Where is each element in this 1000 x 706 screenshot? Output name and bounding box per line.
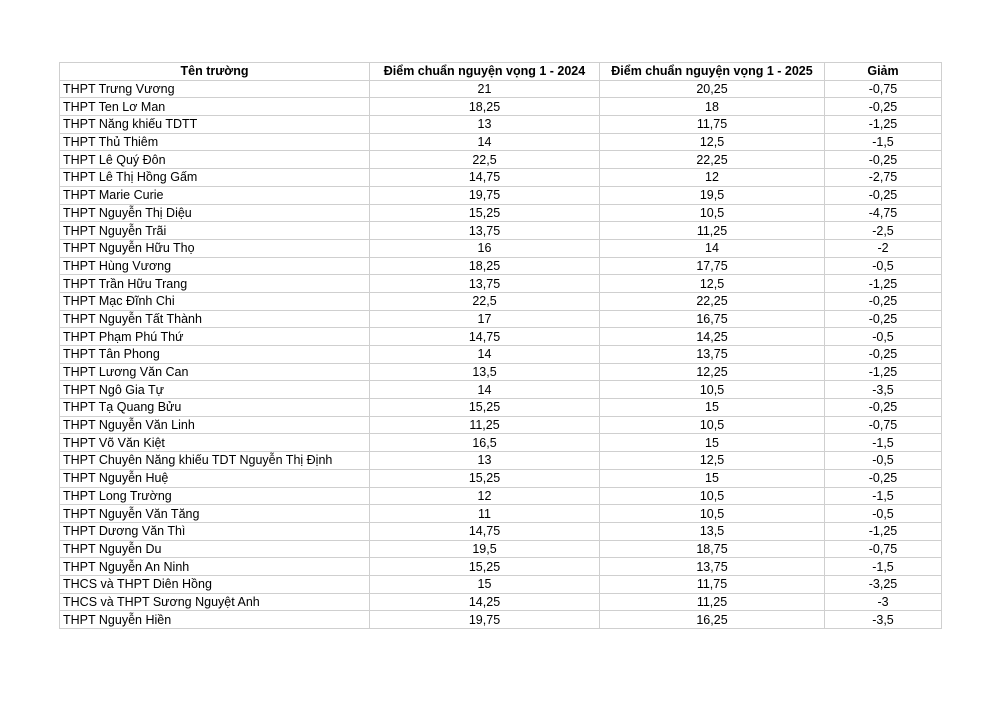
score-table-sheet: [59, 62, 942, 629]
table-row: [60, 593, 942, 611]
decrease-cell: -2,75: [825, 169, 942, 187]
school-name-cell: THPT Ngô Gia Tự: [60, 381, 370, 399]
score-2024-cell: 15,25: [370, 558, 600, 576]
school-name-cell: THPT Dương Văn Thì: [60, 522, 370, 540]
score-2025-cell: 17,75: [600, 257, 825, 275]
school-name-cell: THPT Nguyễn Trãi: [60, 222, 370, 240]
table-header-row: [60, 63, 942, 81]
school-name-cell: THPT Nguyễn Văn Linh: [60, 416, 370, 434]
score-2025-cell: 10,5: [600, 204, 825, 222]
table-row: [60, 346, 942, 364]
decrease-cell: -1,25: [825, 363, 942, 381]
decrease-cell: -0,25: [825, 346, 942, 364]
score-2025-cell: 11,75: [600, 575, 825, 593]
header-score-2024: Điểm chuẩn nguyện vọng 1 - 2024: [370, 63, 600, 81]
school-name-cell: THPT Phạm Phú Thứ: [60, 328, 370, 346]
score-2025-cell: 10,5: [600, 381, 825, 399]
score-2025-cell: 14: [600, 239, 825, 257]
table-row: [60, 381, 942, 399]
school-name-cell: THPT Long Trường: [60, 487, 370, 505]
table-row: [60, 469, 942, 487]
decrease-cell: -3,5: [825, 381, 942, 399]
score-2025-cell: 15: [600, 434, 825, 452]
table-row: [60, 80, 942, 98]
score-2024-cell: 14,25: [370, 593, 600, 611]
table-row: [60, 204, 942, 222]
table-row: [60, 151, 942, 169]
table-row: [60, 434, 942, 452]
decrease-cell: -3,5: [825, 611, 942, 629]
score-2025-cell: 12,5: [600, 452, 825, 470]
school-name-cell: THPT Lê Quý Đôn: [60, 151, 370, 169]
score-2025-cell: 13,75: [600, 558, 825, 576]
score-2024-cell: 13: [370, 452, 600, 470]
decrease-cell: -0,25: [825, 399, 942, 417]
school-name-cell: THPT Nguyễn Huệ: [60, 469, 370, 487]
score-2024-cell: 22,5: [370, 292, 600, 310]
decrease-cell: -1,5: [825, 133, 942, 151]
score-2024-cell: 15,25: [370, 204, 600, 222]
score-2024-cell: 14: [370, 346, 600, 364]
header-school-name: Tên trường: [60, 63, 370, 81]
score-2025-cell: 18,75: [600, 540, 825, 558]
score-2024-cell: 22,5: [370, 151, 600, 169]
score-2025-cell: 12,25: [600, 363, 825, 381]
score-2024-cell: 14,75: [370, 522, 600, 540]
decrease-cell: -0,75: [825, 80, 942, 98]
decrease-cell: -3,25: [825, 575, 942, 593]
table-row: [60, 611, 942, 629]
score-2025-cell: 16,25: [600, 611, 825, 629]
table-body: [60, 80, 942, 628]
score-2024-cell: 17: [370, 310, 600, 328]
score-2024-cell: 19,5: [370, 540, 600, 558]
decrease-cell: -1,5: [825, 487, 942, 505]
score-2025-cell: 13,5: [600, 522, 825, 540]
score-2024-cell: 18,25: [370, 98, 600, 116]
table-row: [60, 328, 942, 346]
score-2024-cell: 13,5: [370, 363, 600, 381]
table-row: [60, 487, 942, 505]
decrease-cell: -1,25: [825, 116, 942, 134]
decrease-cell: -2: [825, 239, 942, 257]
score-2024-cell: 15,25: [370, 399, 600, 417]
table-row: [60, 292, 942, 310]
score-2025-cell: 13,75: [600, 346, 825, 364]
table-row: [60, 239, 942, 257]
table-row: [60, 186, 942, 204]
score-2025-cell: 12,5: [600, 133, 825, 151]
school-name-cell: THPT Nguyễn Hiền: [60, 611, 370, 629]
score-2025-cell: 11,25: [600, 222, 825, 240]
school-name-cell: THPT Nguyễn Thị Diệu: [60, 204, 370, 222]
score-2024-cell: 13: [370, 116, 600, 134]
table-row: [60, 116, 942, 134]
score-2024-cell: 18,25: [370, 257, 600, 275]
school-name-cell: THPT Lê Thị Hồng Gấm: [60, 169, 370, 187]
score-2024-cell: 19,75: [370, 611, 600, 629]
decrease-cell: -0,5: [825, 505, 942, 523]
table-row: [60, 540, 942, 558]
school-name-cell: THPT Năng khiếu TDTT: [60, 116, 370, 134]
score-2025-cell: 10,5: [600, 505, 825, 523]
table-row: [60, 363, 942, 381]
decrease-cell: -0,75: [825, 416, 942, 434]
decrease-cell: -0,75: [825, 540, 942, 558]
school-name-cell: THPT Nguyễn Hữu Thọ: [60, 239, 370, 257]
school-name-cell: THPT Hùng Vương: [60, 257, 370, 275]
decrease-cell: -0,5: [825, 328, 942, 346]
table-row: [60, 222, 942, 240]
decrease-cell: -0,25: [825, 469, 942, 487]
table-row: [60, 416, 942, 434]
score-2024-cell: 16,5: [370, 434, 600, 452]
score-2024-cell: 15: [370, 575, 600, 593]
score-2025-cell: 19,5: [600, 186, 825, 204]
table-row: [60, 98, 942, 116]
school-name-cell: THPT Nguyễn Văn Tăng: [60, 505, 370, 523]
score-2025-cell: 11,75: [600, 116, 825, 134]
score-2024-cell: 12: [370, 487, 600, 505]
table-row: [60, 275, 942, 293]
decrease-cell: -1,25: [825, 522, 942, 540]
school-name-cell: THPT Mạc Đĩnh Chi: [60, 292, 370, 310]
score-2025-cell: 12: [600, 169, 825, 187]
school-name-cell: THPT Nguyễn Du: [60, 540, 370, 558]
score-2025-cell: 22,25: [600, 292, 825, 310]
decrease-cell: -1,5: [825, 558, 942, 576]
score-2024-cell: 14,75: [370, 328, 600, 346]
score-2025-cell: 10,5: [600, 416, 825, 434]
score-2024-cell: 19,75: [370, 186, 600, 204]
school-name-cell: THPT Trưng Vương: [60, 80, 370, 98]
score-2024-cell: 14: [370, 133, 600, 151]
score-2024-cell: 14,75: [370, 169, 600, 187]
decrease-cell: -0,25: [825, 186, 942, 204]
score-2025-cell: 10,5: [600, 487, 825, 505]
score-2025-cell: 15: [600, 469, 825, 487]
score-2025-cell: 18: [600, 98, 825, 116]
school-name-cell: THPT Thủ Thiêm: [60, 133, 370, 151]
score-2024-cell: 16: [370, 239, 600, 257]
school-name-cell: THPT Tạ Quang Bửu: [60, 399, 370, 417]
decrease-cell: -0,25: [825, 292, 942, 310]
school-name-cell: THPT Ten Lơ Man: [60, 98, 370, 116]
school-name-cell: THPT Trần Hữu Trang: [60, 275, 370, 293]
table-row: [60, 310, 942, 328]
score-2025-cell: 20,25: [600, 80, 825, 98]
score-2024-cell: 11: [370, 505, 600, 523]
score-2024-cell: 15,25: [370, 469, 600, 487]
school-name-cell: THPT Nguyễn An Ninh: [60, 558, 370, 576]
table-row: [60, 133, 942, 151]
decrease-cell: -1,5: [825, 434, 942, 452]
decrease-cell: -0,25: [825, 151, 942, 169]
decrease-cell: -4,75: [825, 204, 942, 222]
school-name-cell: THPT Lương Văn Can: [60, 363, 370, 381]
school-name-cell: THCS và THPT Sương Nguyệt Anh: [60, 593, 370, 611]
score-2025-cell: 22,25: [600, 151, 825, 169]
table-row: [60, 505, 942, 523]
header-score-2025: Điểm chuẩn nguyện vọng 1 - 2025: [600, 63, 825, 81]
school-name-cell: THCS và THPT Diên Hồng: [60, 575, 370, 593]
score-2025-cell: 12,5: [600, 275, 825, 293]
score-2025-cell: 11,25: [600, 593, 825, 611]
table-row: [60, 575, 942, 593]
admission-score-table: [59, 62, 942, 629]
table-row: [60, 399, 942, 417]
table-row: [60, 169, 942, 187]
school-name-cell: THPT Chuyên Năng khiếu TDT Nguyễn Thị Định: [60, 452, 370, 470]
school-name-cell: THPT Tân Phong: [60, 346, 370, 364]
score-2024-cell: 21: [370, 80, 600, 98]
decrease-cell: -0,25: [825, 310, 942, 328]
score-2025-cell: 14,25: [600, 328, 825, 346]
school-name-cell: THPT Nguyễn Tất Thành: [60, 310, 370, 328]
table-row: [60, 257, 942, 275]
decrease-cell: -0,5: [825, 452, 942, 470]
decrease-cell: -0,5: [825, 257, 942, 275]
school-name-cell: THPT Marie Curie: [60, 186, 370, 204]
score-2025-cell: 16,75: [600, 310, 825, 328]
score-2024-cell: 13,75: [370, 275, 600, 293]
table-row: [60, 452, 942, 470]
table-row: [60, 522, 942, 540]
score-2025-cell: 15: [600, 399, 825, 417]
score-2024-cell: 11,25: [370, 416, 600, 434]
header-decrease: Giảm: [825, 63, 942, 81]
score-2024-cell: 14: [370, 381, 600, 399]
school-name-cell: THPT Võ Văn Kiệt: [60, 434, 370, 452]
decrease-cell: -0,25: [825, 98, 942, 116]
decrease-cell: -3: [825, 593, 942, 611]
decrease-cell: -1,25: [825, 275, 942, 293]
decrease-cell: -2,5: [825, 222, 942, 240]
score-2024-cell: 13,75: [370, 222, 600, 240]
table-row: [60, 558, 942, 576]
